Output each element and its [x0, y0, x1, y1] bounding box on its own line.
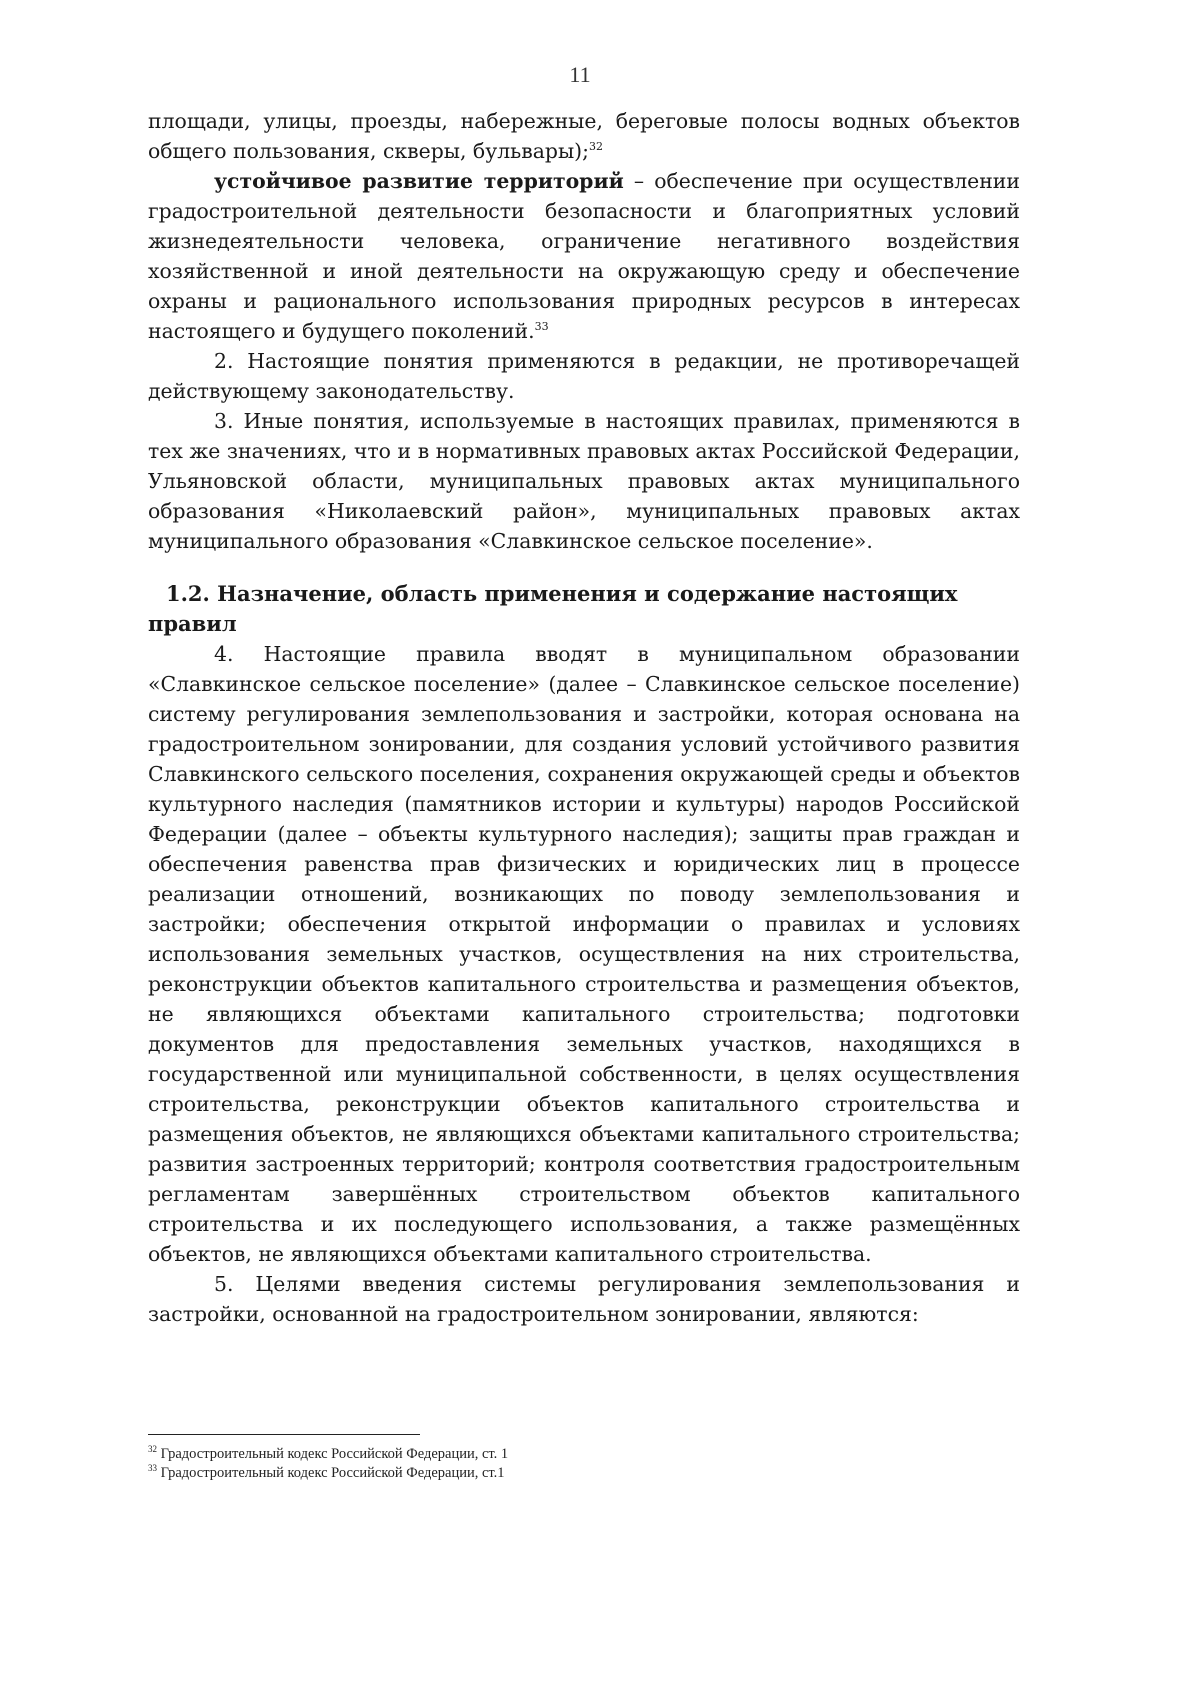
footnote-separator [148, 1434, 420, 1435]
paragraph-continuation [148, 106, 1020, 166]
footnotes [148, 1445, 1020, 1483]
page-number: 11 [569, 62, 591, 87]
footnote-ref[interactable]: 32 [589, 140, 604, 154]
definition-text: – обеспечение при осуществлении градостроительной деятельности безопасности и благоприятных условий жизнедеятельности человека, ограничение негативного воздействия хозяйственной и иной деятельности на окружающую среду и обеспечение охраны и рационального использования природных ресурсов в интересах настоящего и будущего поколений. [148, 169, 1020, 343]
numbered-paragraph-5: 5. Целями введения системы регулирования землепользования и застройки, основанной на градостроительном зонировании, являются: [148, 1272, 1020, 1326]
numbered-paragraph-2: 2. Настоящие понятия применяются в редакции, не противоречащей действующему законодательству. [148, 349, 1020, 403]
numbered-paragraph-4: 4. Настоящие правила вводят в муниципальном образовании «Славкинское сельское поселение» (далее – Славкинское сельское поселение) систему регулирования землепользования и застройки, которая основана на градостроительном зонировании, для создания условий устойчивого развития Славкинского сельского поселения, сохранения окружающей среды и объектов культурного наследия (памятников истории и культуры) народов Российской Федерации (далее – объекты культурного наследия); защиты прав граждан и обеспечения равенства прав физических и юридических лиц в процессе реализации отношений, возникающих по поводу землепользования и застройки; обеспечения открытой информации о правилах и условиях использования земельных участков, осуществления на них строительства, реконструкции объектов капитального строительства и размещения объектов, не являющихся объектами капитального строительства; подготовки документов для предоставления земельных участков, находящихся в государственной или муниципальной собственности, в целях осуществления строительства, реконструкции объектов капитального строительства и размещения объектов, не являющихся объектами капитального строительства; развития застроенных территорий; контроля соответствия градостроительным регламентам завершённых строительством объектов капитального строительства и их последующего использования, а также размещённых объектов, не являющихся объектами капитального строительства. [148, 642, 1020, 1266]
paragraph-text: площади, улицы, проезды, набережные, береговые полосы водных объектов общего пользования, скверы, бульвары); [148, 109, 1020, 163]
footnote-number: 32 [148, 1444, 157, 1455]
defined-term: устойчивое развитие территорий [214, 169, 624, 193]
numbered-paragraph-3: 3. Иные понятия, используемые в настоящих правилах, применяются в тех же значениях, что и в нормативных правовых актах Российской Федерации, Ульяновской области, муниципальных правовых актах муниципального образования «Николаевский район», муниципальных правовых актах муниципального образования «Славкинское сельское поселение». [148, 409, 1020, 553]
footnote-item [148, 1445, 1020, 1464]
page-body [148, 106, 1020, 1329]
section-heading: 1.2. Назначение, область применения и содержание настоящих правил [148, 581, 958, 636]
footnote-text: Градостроительный кодекс Российской Федерации, ст. 1 [160, 1446, 509, 1462]
footnote-text: Градостроительный кодекс Российской Федерации, ст.1 [160, 1465, 505, 1481]
definition-paragraph [148, 166, 1020, 346]
footnote-ref[interactable]: 33 [534, 320, 549, 334]
footnote-item [148, 1464, 1020, 1483]
footnote-number: 33 [148, 1463, 157, 1474]
